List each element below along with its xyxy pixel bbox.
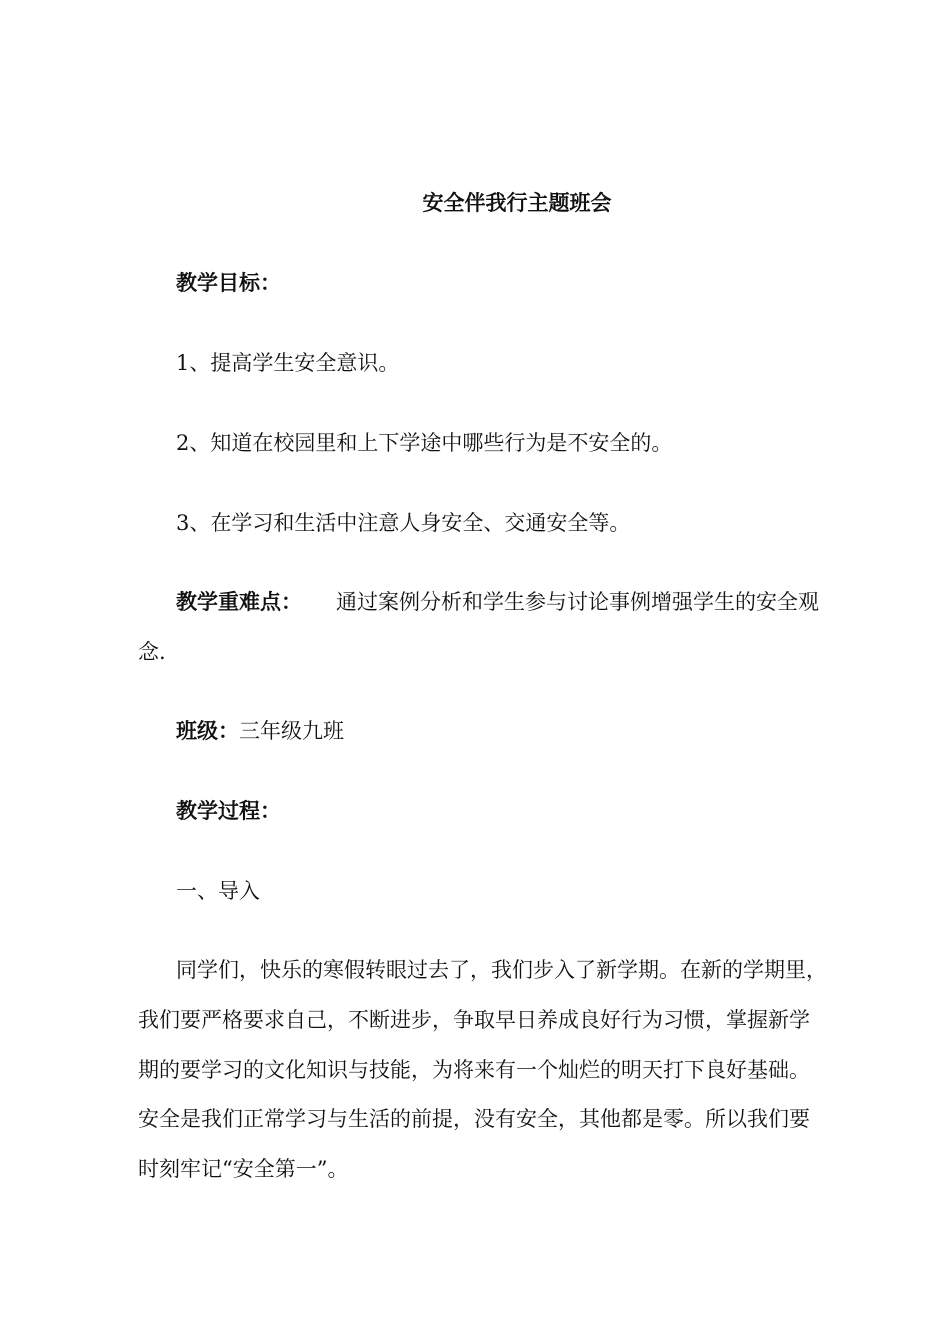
intro-paragraph-line-2: 我们要严格要求自己，不断进步，争取早日养成良好行为习惯，掌握新学 bbox=[138, 1008, 810, 1032]
process-heading: 教学过程： bbox=[176, 798, 281, 823]
class-value: 三年级九班 bbox=[239, 719, 344, 743]
key-points-text: 通过案例分析和学生参与讨论事例增强学生的安全观 bbox=[336, 590, 819, 614]
class-label: 班级： bbox=[176, 718, 239, 743]
intro-paragraph-line-4: 安全是我们正常学习与生活的前提，没有安全，其他都是零。所以我们要 bbox=[138, 1107, 810, 1131]
intro-paragraph-line-3: 期的要学习的文化知识与技能，为将来有一个灿烂的明天打下良好基础。 bbox=[138, 1058, 810, 1082]
key-points-text-continued: 念. bbox=[138, 640, 166, 664]
document-title: 安全伴我行主题班会 bbox=[422, 190, 612, 215]
key-points-label: 教学重难点： bbox=[176, 589, 302, 614]
class-line bbox=[176, 719, 344, 743]
intro-paragraph-line-1: 同学们，快乐的寒假转眼过去了，我们步入了新学期。在新的学期里， bbox=[176, 958, 827, 982]
key-points-line bbox=[176, 590, 819, 614]
objective-item-1: 1、提高学生安全意识。 bbox=[176, 351, 400, 375]
objectives-heading: 教学目标： bbox=[176, 270, 281, 295]
intro-paragraph-line-5: 时刻牢记“安全第一”。 bbox=[138, 1157, 349, 1181]
objective-item-2: 2、知道在校园里和上下学途中哪些行为是不安全的。 bbox=[176, 431, 673, 455]
section-1-heading: 一、导入 bbox=[176, 879, 260, 903]
objective-item-3: 3、在学习和生活中注意人身安全、交通安全等。 bbox=[176, 511, 631, 535]
